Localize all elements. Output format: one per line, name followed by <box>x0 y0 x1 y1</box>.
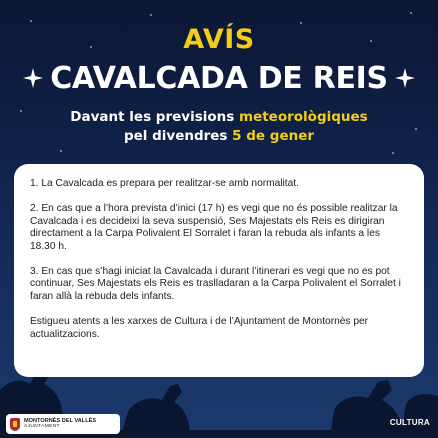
logo-town-name: MONTORNÈS DEL VALLÈS <box>24 418 97 424</box>
logo-text <box>24 418 96 430</box>
star-decoration <box>150 14 152 16</box>
subtitle-line-2 <box>0 127 438 146</box>
subtitle-text: pel divendres <box>123 128 233 144</box>
coat-of-arms-icon <box>10 418 20 431</box>
title-row <box>0 58 438 98</box>
subtitle-line-1 <box>0 108 438 127</box>
subtitle-text: Davant les previsions <box>70 109 239 125</box>
subtitle-highlight: 5 de gener <box>232 128 315 144</box>
sparkle-icon <box>22 67 44 89</box>
logo-subtitle: AJUNTAMENT <box>24 424 60 429</box>
star-decoration <box>410 12 412 14</box>
page-title: CAVALCADA DE REIS <box>50 60 388 96</box>
notice-footer-text: Estigueu atents a les xarxes de Cultura i de l’Ajuntament de Montornès per actualitzacions. <box>30 315 369 340</box>
star-decoration <box>60 150 62 152</box>
town-council-logo <box>6 414 120 434</box>
star-decoration <box>30 20 32 22</box>
notice-item-3: 3. En cas que s’hagi iniciat la Cavalcada i durant l’itinerari es vegi que no es pot continuar, Ses Majestats els Reis es traslladaran a la Carpa Polivalent el Sorralet i faran allà la rebuda dels infants. <box>30 265 401 302</box>
culture-logo: CULTURA <box>389 418 430 427</box>
star-decoration <box>392 152 394 154</box>
notice-item-2: 2. En cas que a l’hora prevista d’inici (17 h) es vegi que no és possible realitzar la Cavalcada i es decideixi la seva suspensió, Ses Majestats els Reis es dirigiran directament a la Carpa Polivalent El Sorralet i faran la rebuda als infants a les 18.30 h. <box>30 202 398 252</box>
notice-card <box>14 164 424 377</box>
subtitle-highlight: meteorològiques <box>239 109 368 125</box>
notice-item-1: 1. La Cavalcada es prepara per realitzar-se amb normalitat. <box>30 178 299 189</box>
notice-heading: AVÍS <box>183 24 255 55</box>
sparkle-icon <box>394 67 416 89</box>
